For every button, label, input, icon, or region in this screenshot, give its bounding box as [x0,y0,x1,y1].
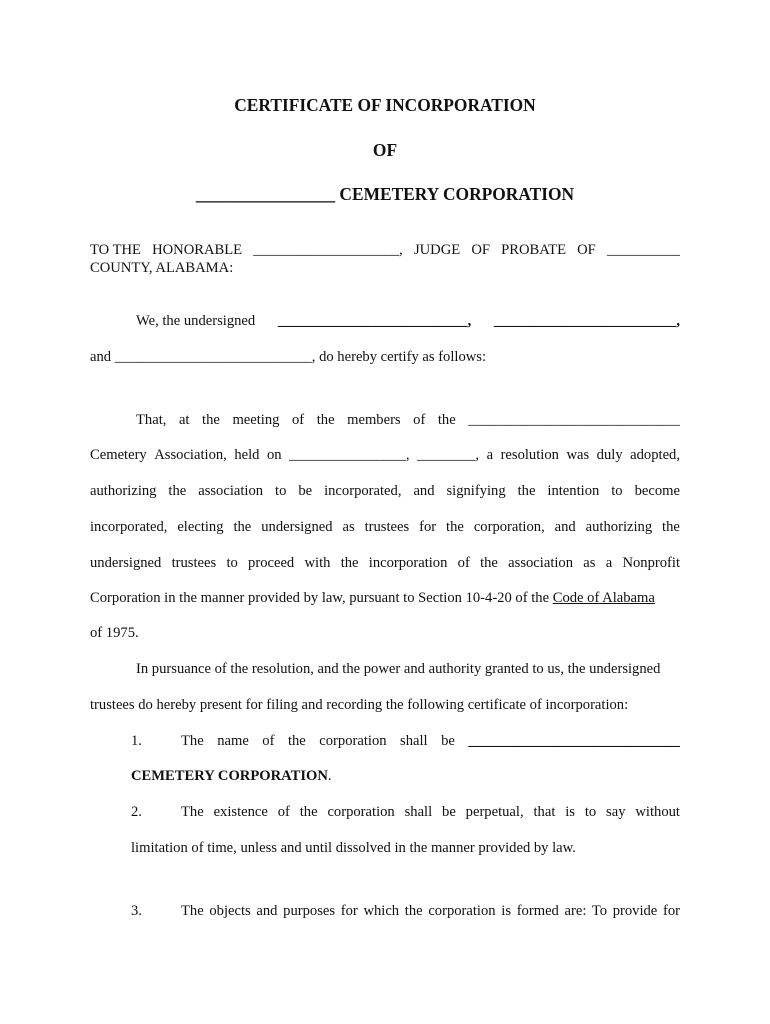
word: was [566,447,590,463]
word: of [277,804,290,820]
word: the [517,483,536,499]
word: meeting [232,412,280,428]
word: is [565,804,575,820]
word: association [508,555,574,571]
word: perpetual, [465,804,524,820]
item-2-number: 2. [131,804,142,820]
para2-line-2: trustees do hereby present for filing and recording the following certificate of incorporation: [90,697,629,713]
and-word: and [90,349,112,365]
word: undersigned [261,519,333,535]
word: to [226,555,238,571]
word: members [347,412,401,428]
word: association [198,483,264,499]
undersigned-line-1 [136,312,680,330]
word: The [181,733,204,749]
word: be [298,483,313,499]
word: existence [213,804,268,820]
address-word: HONORABLE [152,242,243,258]
word: the [202,412,220,428]
word: of [457,555,470,571]
address-word: OF [577,242,596,258]
word: to [584,804,597,820]
word: Nonprofit [622,555,680,571]
word: incorporation [368,555,448,571]
undersigned-intro: We, the undersigned [136,313,256,329]
code-of-alabama: Code of Alabama [552,590,655,606]
word: authorizing [585,519,653,535]
address-line-1 [90,241,680,259]
para1-line-1 [136,411,680,429]
word: as [583,555,596,571]
para1-line-3 [90,482,680,500]
undersigned-line-2 [90,348,486,366]
word: that [533,804,556,820]
address-word: TO THE [90,242,141,258]
para1-line-2 [90,446,680,464]
item-1-number: 1. [131,733,142,749]
word: intention [547,483,600,499]
word: trustees [364,519,410,535]
word: without [635,804,680,820]
word: corporation [327,804,395,820]
undersigned-blank-1: __________________________ [277,313,468,329]
item-3-line-1: The objects and purposes for which the corporation is formed are: To provide for [181,903,680,919]
word: incorporated, [324,483,402,499]
title-cemetery-corporation: CEMETERY CORPORATION [339,184,575,204]
para1-line-6 [90,589,655,607]
word: the [437,412,456,428]
comma: , [467,313,472,329]
word: proceed [248,555,295,571]
para1-line-5 [90,554,680,572]
word: the [480,555,498,571]
word: That, [136,412,167,428]
certify-text: do hereby certify as follows: [319,349,487,365]
undersigned-blank-2: _________________________ [493,313,677,329]
word: duly [596,447,623,463]
word: the [662,519,680,535]
title-line-2: OF [372,140,398,160]
word: a [486,447,494,463]
word: the [340,555,359,571]
word: to [611,483,623,499]
word: Association, [154,447,227,463]
word: at [178,412,190,428]
address-word: JUDGE [413,242,461,258]
comma: , [676,313,680,329]
word: signifying [446,483,506,499]
period: . [327,768,332,784]
word: become [634,483,680,499]
judge-name-blank: ____________________, [253,242,403,258]
word: a [605,555,613,571]
word: the [168,483,187,499]
title-line-1: CERTIFICATE OF INCORPORATION [234,95,536,115]
word: and [554,519,576,535]
word: adopted, [630,447,680,463]
item-1-line-1 [181,732,680,750]
item-2-line-1 [181,803,680,821]
section-reference-text: Corporation in the manner provided by law, pursuant to Section 10-4-20 of the [90,590,550,606]
word: held [234,447,260,463]
word: be [442,804,456,820]
year-blank: ________, [417,447,480,463]
address-word: PROBATE [501,242,566,258]
word: authorizing [90,483,157,499]
word: undersigned [90,555,162,571]
word: The [181,804,204,820]
word: the [299,804,318,820]
word: for [419,519,437,535]
para1-line-7: of 1975. [90,625,139,641]
address-word: OF [471,242,490,258]
corporation-name-blank: ________________ [195,184,336,204]
word: shall [404,804,433,820]
item-2-line-2: limitation of time, unless and until dissolved in the manner provided by law. [131,840,576,856]
word: on [266,447,282,463]
word: of [292,412,305,428]
word: shall [400,733,428,749]
word: Cemetery [90,447,147,463]
item-3-number: 3. [131,903,142,919]
word: the [287,733,306,749]
association-name-blank: _____________________________ [468,412,680,428]
para2-line-1: In pursuance of the resolution, and the power and authority granted to us, the undersigned [136,661,661,677]
word: and [413,483,435,499]
word: of [413,412,426,428]
word: with [304,555,331,571]
county-blank: __________ [606,242,680,258]
word: trustees [171,555,217,571]
word: say [606,804,626,820]
word: the [233,519,252,535]
word: as [342,519,355,535]
date-blank: ________________, [289,447,410,463]
word: corporation [319,733,387,749]
word: incorporated, [90,519,168,535]
word: name [217,733,249,749]
word: the [446,519,464,535]
title-line-3 [0,183,770,205]
para1-line-4 [90,518,680,536]
undersigned-blank-3: ___________________________, [114,349,316,365]
word: be [441,733,455,749]
word: of [262,733,275,749]
word: corporation, [473,519,545,535]
word: the [316,412,335,428]
item-1-line-2 [131,767,332,785]
corporation-name-blank: _____________________________ [468,733,680,749]
word: electing [177,519,224,535]
word: to [275,483,287,499]
address-line-2: COUNTY, ALABAMA: [90,260,234,276]
cemetery-corporation-bold: CEMETERY CORPORATION [131,768,328,784]
word: resolution [500,447,559,463]
